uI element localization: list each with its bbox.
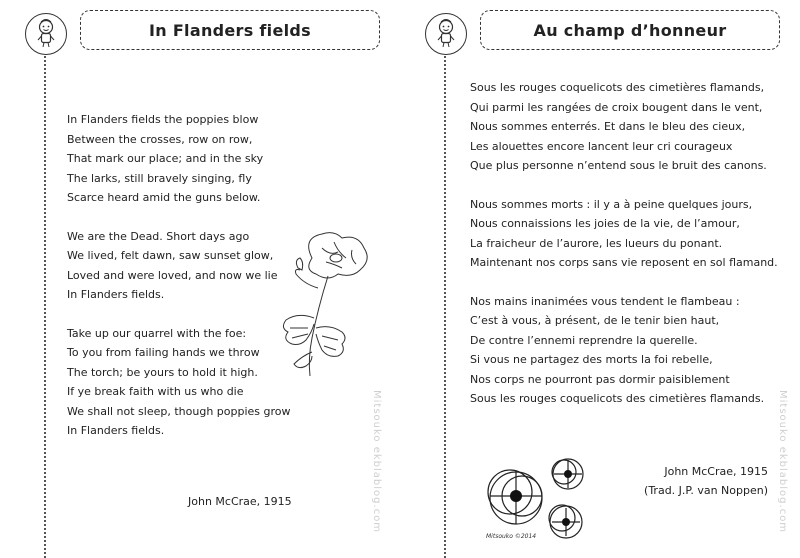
poem-line: Nous sommes enterrés. Et dans le bleu des cieux, [470,120,746,133]
art-credit: Mitsouko ©2014 [486,533,537,540]
poem-line: If ye break faith with us who die [67,385,244,398]
stanza [470,78,778,176]
poem-line: Nos corps ne pourront pas dormir paisiblement [470,372,730,386]
watermark: Mitsouko ekblablog.com [371,390,382,534]
poem-line: In Flanders fields the poppies blow [67,113,259,126]
poem-line: Take up our quarrel with the foe: [67,326,247,340]
child-avatar-icon [25,13,67,55]
poem-line: Si vous ne partagez des morts la foi rebelle, [470,353,713,366]
poem-line: Between the crosses, row on row, [67,132,253,146]
poem-line: In Flanders fields. [67,288,165,301]
poem-title: In Flanders fields [80,10,380,50]
signature-author: John McCrae, 1915 [664,465,768,478]
stanza [470,292,778,409]
stanza [67,227,291,305]
poem-line: We lived, felt dawn, saw sunset glow, [67,249,274,262]
dotted-margin-line [444,56,446,558]
signature [644,462,768,500]
stanza [470,195,778,273]
poem-line: We are the Dead. Short days ago [67,229,250,243]
poem-line: Que plus personne n’entend sous le bruit des canons. [470,159,767,172]
watermark: Mitsouko ekblablog.com [777,390,788,534]
poem-line: Scarce heard amid the guns below. [67,191,261,204]
stanza [67,324,291,441]
poem-line: Qui parmi les rangées de croix bougent dans le vent, [470,100,763,114]
child-avatar-icon [425,13,467,55]
poem-line: De contre l’ennemi reprendre la querelle. [470,333,698,347]
poem-line: Loved and were loved, and now we lie [67,268,278,282]
poem-line: Les alouettes encore lancent leur cri courageux [470,139,733,153]
stanza [67,110,291,208]
poppy-drawing [272,228,382,378]
poem-line: The larks, still bravely singing, fly [67,171,252,185]
poem-line: Nos mains inanimées vous tendent le flambeau : [470,294,740,308]
signature: John McCrae, 1915 [188,495,292,508]
poem-line: Sous les rouges coquelicots des cimetières flamands, [470,81,765,94]
poem-line: Nous connaissions les joies de la vie, de l’amour, [470,217,740,230]
poem-text [470,78,778,428]
right-panel [400,0,800,558]
poem-line: Maintenant nos corps sans vie reposent en sol flamand. [470,256,778,269]
poem-line: The torch; be yours to hold it high. [67,365,258,379]
dotted-margin-line [44,56,46,558]
poem-line: In Flanders fields. [67,424,165,437]
poem-line: C’est à vous, à présent, de le tenir bien haut, [470,314,720,327]
signature-translator: (Trad. J.P. van Noppen) [644,484,768,497]
poem-line: To you from failing hands we throw [67,346,260,359]
poem-text [67,110,291,460]
poem-line: We shall not sleep, though poppies grow [67,404,291,418]
poem-line: That mark our place; and in the sky [67,152,264,165]
poem-line: Nous sommes morts : il y a à peine quelques jours, [470,197,753,211]
poem-title: Au champ d’honneur [480,10,780,50]
poem-line: Sous les rouges coquelicots des cimetières flamands. [470,392,765,405]
poem-line: La fraicheur de l’aurore, les lueurs du ponant. [470,236,723,250]
